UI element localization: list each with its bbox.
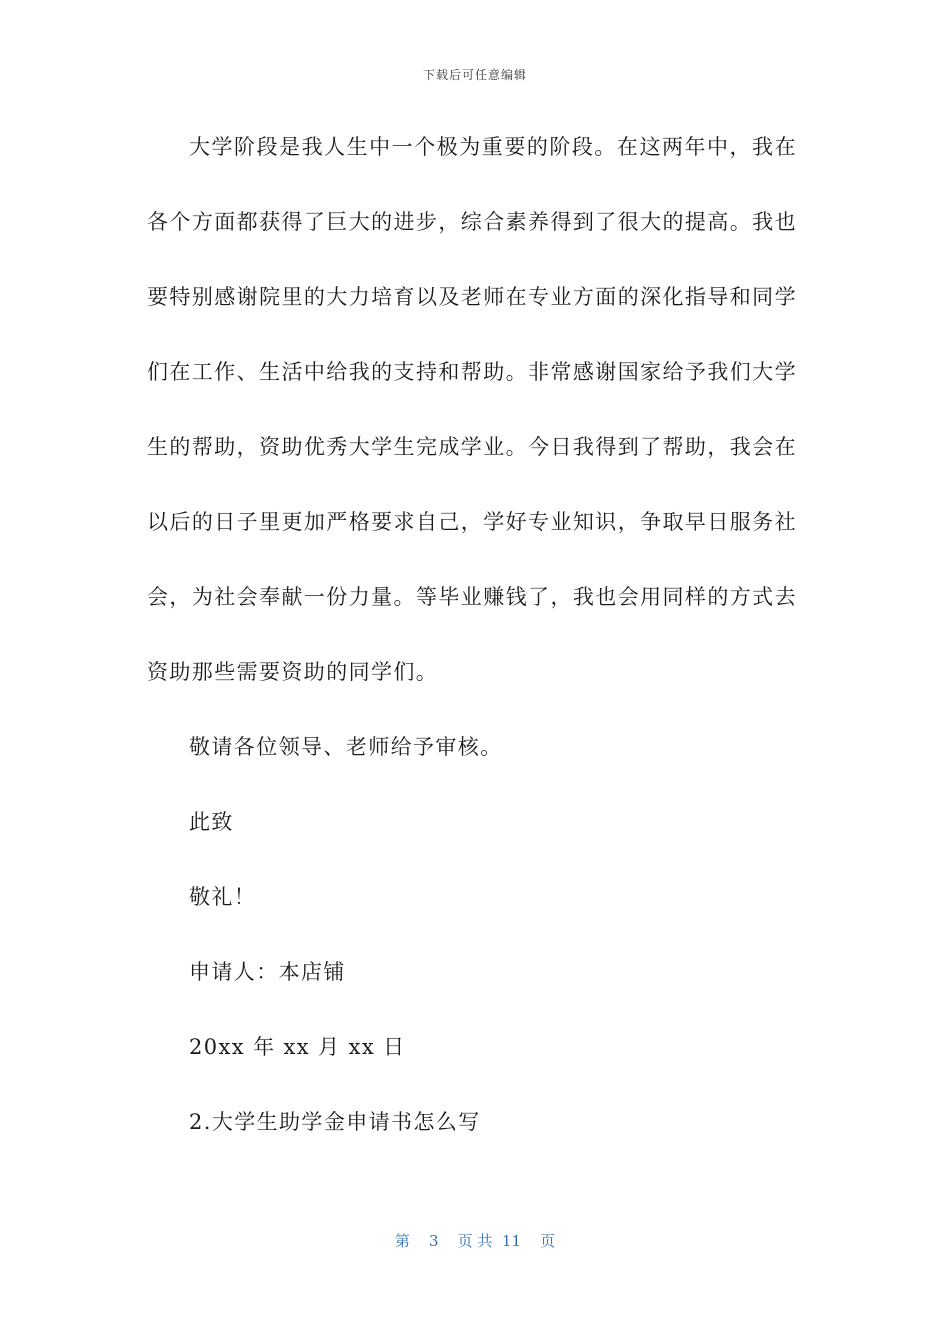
page-footer [0, 1230, 950, 1251]
section-heading: 2.大学生助学金申请书怎么写 [189, 1110, 481, 1134]
paragraph-line-7: 会，为社会奉献一份力量。等毕业赚钱了，我也会用同样的方式去 [147, 585, 797, 609]
paragraph-line-2: 各个方面都获得了巨大的进步，综合素养得到了很大的提高。我也 [147, 210, 797, 234]
paragraph-line-6: 以后的日子里更加严格要求自己，学好专业知识，争取早日服务社 [147, 510, 797, 534]
paragraph-line-5: 生的帮助，资助优秀大学生完成学业。今日我得到了帮助，我会在 [147, 435, 797, 459]
paragraph-line-1: 大学阶段是我人生中一个极为重要的阶段。在这两年中，我在 [189, 135, 797, 159]
document-body [147, 126, 797, 1176]
footer-prefix: 第 [394, 1232, 410, 1250]
salutation-jingli: 敬礼！ [189, 885, 257, 909]
paragraph-line-3: 要特别感谢院里的大力培育以及老师在专业方面的深化指导和同学 [147, 285, 797, 309]
application-date: 20xx 年 xx 月 xx 日 [189, 1035, 406, 1059]
footer-suffix: 页 [540, 1232, 556, 1250]
current-page-number: 3 [428, 1232, 439, 1250]
paragraph-line-4: 们在工作、生活中给我的支持和帮助。非常感谢国家给予我们大学 [147, 360, 797, 384]
footer-mid: 页 共 [457, 1232, 493, 1250]
applicant-signature: 申请人：本店铺 [189, 960, 346, 984]
salutation-cizhi: 此致 [189, 810, 234, 834]
review-request: 敬请各位领导、老师给予审核。 [189, 735, 503, 759]
paragraph-line-8: 资助那些需要资助的同学们。 [147, 660, 439, 684]
download-note: 下载后可任意编辑 [422, 68, 527, 82]
total-pages-number: 11 [501, 1232, 522, 1250]
